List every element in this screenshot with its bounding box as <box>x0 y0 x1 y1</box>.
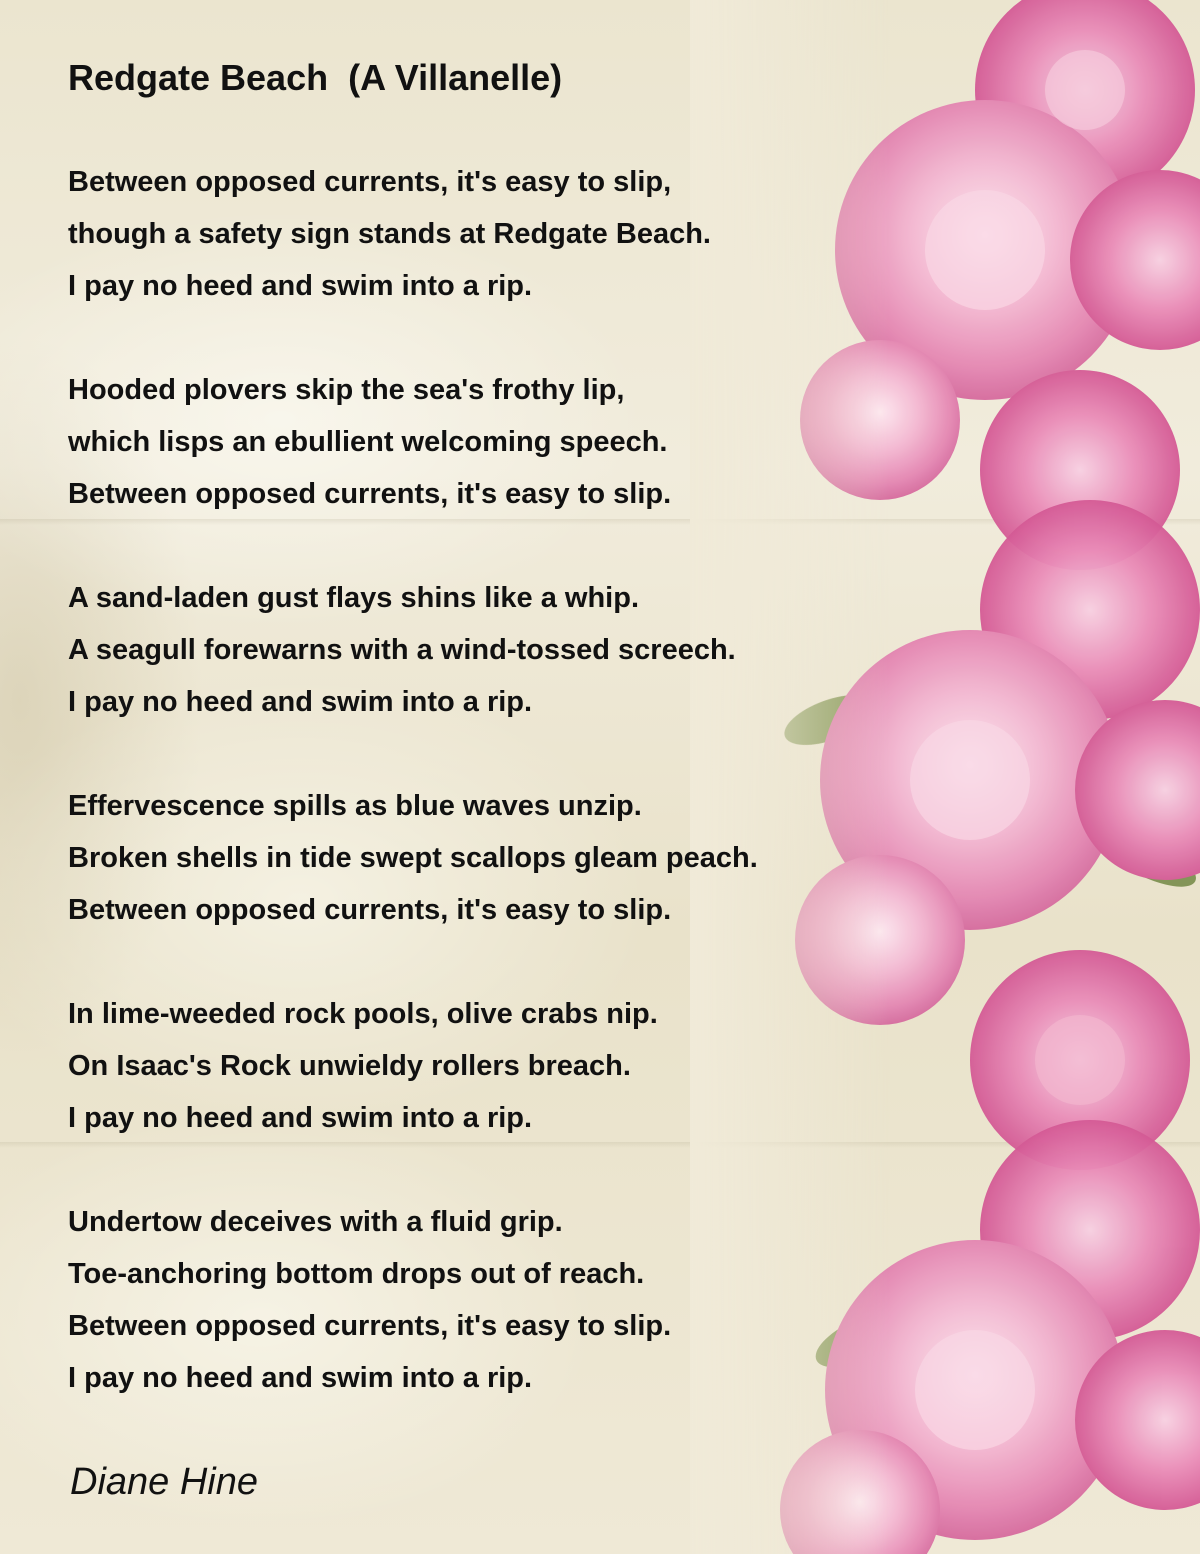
poem-line: Broken shells in tide swept scallops gleam peach. <box>68 842 758 874</box>
poem-line: which lisps an ebullient welcoming speech. <box>68 426 668 458</box>
poem-line: I pay no heed and swim into a rip. <box>68 1362 533 1394</box>
poem-line: I pay no heed and swim into a rip. <box>68 1102 533 1134</box>
poem-line: Between opposed currents, it's easy to slip. <box>68 1310 672 1342</box>
poem-line: In lime-weeded rock pools, olive crabs nip. <box>68 998 658 1030</box>
stanza <box>68 572 868 728</box>
stanza <box>68 1196 868 1404</box>
poem-line: though a safety sign stands at Redgate Beach. <box>68 218 711 250</box>
poem-title: Redgate Beach (A Villanelle) <box>68 57 563 98</box>
stanza <box>68 780 868 936</box>
stanza <box>68 156 868 312</box>
poem-line: I pay no heed and swim into a rip. <box>68 270 533 302</box>
poem-line: Hooded plovers skip the sea's frothy lip, <box>68 374 625 406</box>
poem-line: A sand-laden gust flays shins like a whip. <box>68 582 640 614</box>
poem-line: Toe-anchoring bottom drops out of reach. <box>68 1258 645 1290</box>
poem-line: A seagull forewarns with a wind-tossed screech. <box>68 634 736 666</box>
poem-line: Between opposed currents, it's easy to slip. <box>68 478 672 510</box>
poem-line: I pay no heed and swim into a rip. <box>68 686 533 718</box>
poem-line: Between opposed currents, it's easy to slip, <box>68 166 672 198</box>
poem-body <box>68 52 868 1508</box>
poem-line: On Isaac's Rock unwieldy rollers breach. <box>68 1050 631 1082</box>
poem-author: Diane Hine <box>70 1461 258 1503</box>
stanza <box>68 364 868 520</box>
stanza <box>68 988 868 1144</box>
poem-line: Undertow deceives with a fluid grip. <box>68 1206 563 1238</box>
poem-line: Between opposed currents, it's easy to slip. <box>68 894 672 926</box>
poem-line: Effervescence spills as blue waves unzip. <box>68 790 642 822</box>
